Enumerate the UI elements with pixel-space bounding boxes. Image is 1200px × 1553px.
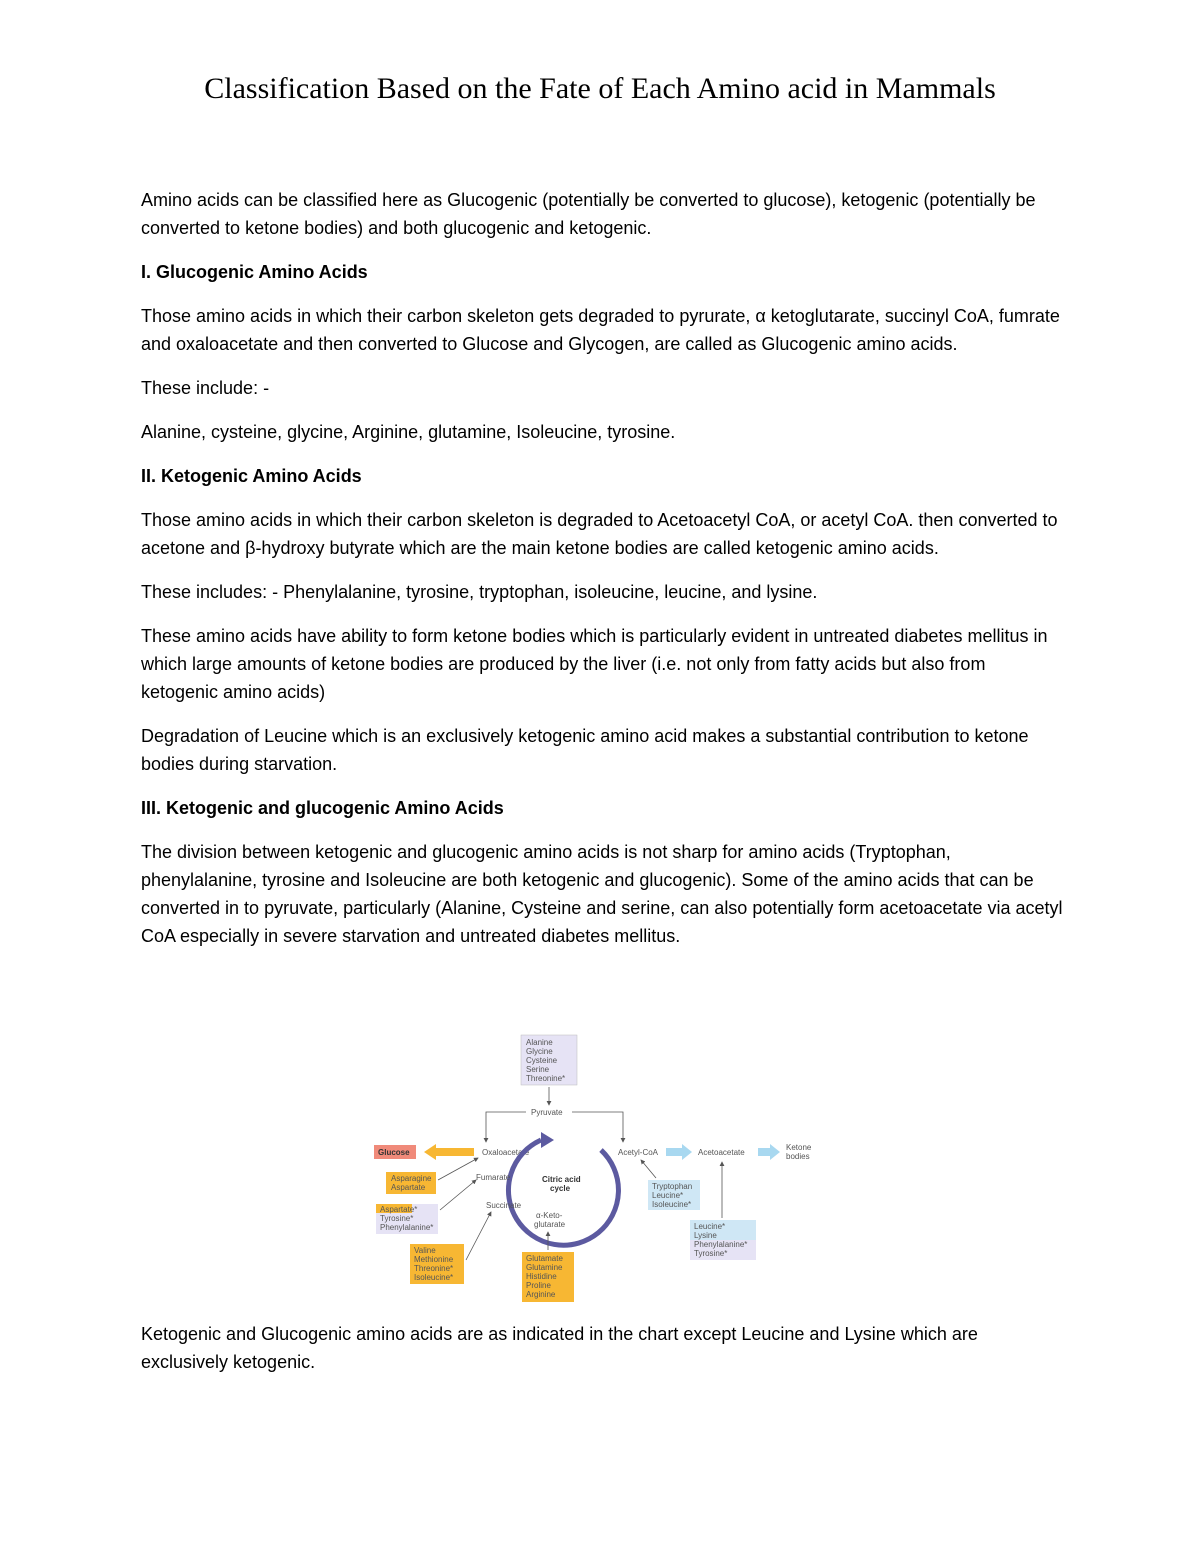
box-leucine-item: Lysine: [694, 1231, 717, 1240]
intro-paragraph: Amino acids can be classified here as Glucogenic (potentially be converted to glucose), ketogenic (potentially be converted to ketone bodies) and both glucogenic and ketogenic.: [141, 190, 1036, 238]
glucogenic-definition: Those amino acids in which their carbon skeleton gets degraded to pyrurate, α ketoglutarate, succinyl CoA, fumrate and oxaloacetate and then converted to Glucose and Glycogen, are called as Glucogenic amino acids.: [141, 306, 1060, 354]
blue-arrow-2: [758, 1144, 780, 1160]
box-glutamate-item: Arginine: [526, 1290, 556, 1299]
ketogenic-definition: Those amino acids in which their carbon skeleton is degraded to Acetoacetyl CoA, or acetyl CoA. then converted to acetone and β-hydroxy butyrate which are the main ketone bodies are called ketogenic amino acids.: [141, 510, 1058, 558]
box-tryptophan-item: Isoleucine*: [652, 1200, 692, 1209]
label-glucose: Glucose: [378, 1148, 410, 1157]
box-aspartate-item: Phenylalanine*: [380, 1223, 434, 1232]
box-glutamate-item: Glutamine: [526, 1263, 563, 1272]
box-top-item: Alanine: [526, 1038, 553, 1047]
box-valine-item: Methionine: [414, 1255, 454, 1264]
box-top-item: Cysteine: [526, 1056, 558, 1065]
figure-caption: Ketogenic and Glucogenic amino acids are as indicated in the chart except Leucine and Lysine which are exclusively ketogenic.: [141, 1324, 978, 1372]
orange-arrow-to-glucose: [424, 1144, 474, 1160]
label-acetoacetate: Acetoacetate: [698, 1148, 745, 1157]
label-ketone-bodies: Ketone: [786, 1143, 812, 1152]
arrow-asparagine: [438, 1158, 478, 1180]
box-leucine-item: Tyrosine*: [694, 1249, 728, 1258]
label-ketone-bodies: bodies: [786, 1152, 810, 1161]
box-top-item: Glycine: [526, 1047, 553, 1056]
box-glutamate-item: Proline: [526, 1281, 551, 1290]
box-asparagine-item: Asparagine: [391, 1174, 432, 1183]
box-valine-item: Isoleucine*: [414, 1273, 454, 1282]
box-leucine-item: Phenylalanine*: [694, 1240, 748, 1249]
label-acetyl-coa: Acetyl-CoA: [618, 1148, 659, 1157]
box-tryptophan-item: Leucine*: [652, 1191, 684, 1200]
label-akg: glutarate: [534, 1220, 566, 1229]
box-glutamate-item: Histidine: [526, 1272, 557, 1281]
cycle-arrowhead: [541, 1132, 554, 1148]
amino-acid-fate-diagram: [366, 1030, 826, 1305]
box-leucine-item: Leucine*: [694, 1222, 726, 1231]
box-glutamate-item: Glutamate: [526, 1254, 563, 1263]
box-asparagine-item: Aspartate: [391, 1183, 426, 1192]
page-title: Classification Based on the Fate of Each Amino acid in Mammals: [204, 72, 996, 105]
diagram-svg: [366, 1030, 826, 1305]
arrow-valine: [466, 1212, 491, 1260]
leucine-paragraph: Degradation of Leucine which is an exclusively ketogenic amino acid makes a substantial contribution to ketone bodies during starvation.: [141, 726, 1029, 774]
label-cycle: cycle: [550, 1184, 571, 1193]
box-valine-item: Threonine*: [414, 1264, 454, 1273]
label-akg: α-Keto-: [536, 1211, 563, 1220]
both-paragraph: The division between ketogenic and glucogenic amino acids is not sharp for amino acids (Tryptophan, phenylalanine, tyrosine and Isoleucine are both ketogenic and glucogenic). Some of the amino acids that can be converted in to pyruvate, particularly (Alanine, Cysteine and serine, can also potentially form acetoacetate via acetyl CoA especially in severe starvation and untreated diabetes mellitus.: [141, 842, 1063, 946]
blue-arrow-1: [666, 1144, 692, 1160]
box-tryptophan-item: Tryptophan: [652, 1182, 693, 1191]
arrow-pyruvate-acetylcoa: [572, 1112, 623, 1142]
label-succinate: Succinate: [486, 1201, 522, 1210]
ketogenic-diabetes-paragraph: These amino acids have ability to form ketone bodies which is particularly evident in untreated diabetes mellitus in which large amounts of ketone bodies are produced by the liver (i.e. not only from fatty acids but also from ketogenic amino acids): [141, 626, 1048, 702]
box-aspartate-item: Tyrosine*: [380, 1214, 414, 1223]
arrow-pyruvate-oxaloacetate: [486, 1112, 526, 1142]
label-pyruvate: Pyruvate: [531, 1108, 563, 1117]
box-top-item: Threonine*: [526, 1074, 566, 1083]
arrow-aspartate: [440, 1180, 476, 1210]
section-heading-both: III. Ketogenic and glucogenic Amino Acids: [141, 798, 504, 818]
glucogenic-list: Alanine, cysteine, glycine, Arginine, glutamine, Isoleucine, tyrosine.: [141, 422, 676, 442]
arrow-tryptophan: [641, 1160, 656, 1178]
document-body: [141, 186, 1066, 966]
box-top-item: Serine: [526, 1065, 550, 1074]
box-aspartate-item: Aspartate*: [380, 1205, 418, 1214]
glucogenic-includes-label: These include: -: [141, 378, 270, 398]
box-valine-item: Valine: [414, 1246, 436, 1255]
section-heading-ketogenic: II. Ketogenic Amino Acids: [141, 466, 362, 486]
ketogenic-list: These includes: - Phenylalanine, tyrosine, tryptophan, isoleucine, leucine, and lysine.: [141, 582, 818, 602]
label-oxaloacetate: Oxaloacetate: [482, 1148, 530, 1157]
label-fumarate: Fumarate: [476, 1173, 511, 1182]
label-cycle: Citric acid: [542, 1175, 581, 1184]
section-heading-glucogenic: I. Glucogenic Amino Acids: [141, 262, 368, 282]
